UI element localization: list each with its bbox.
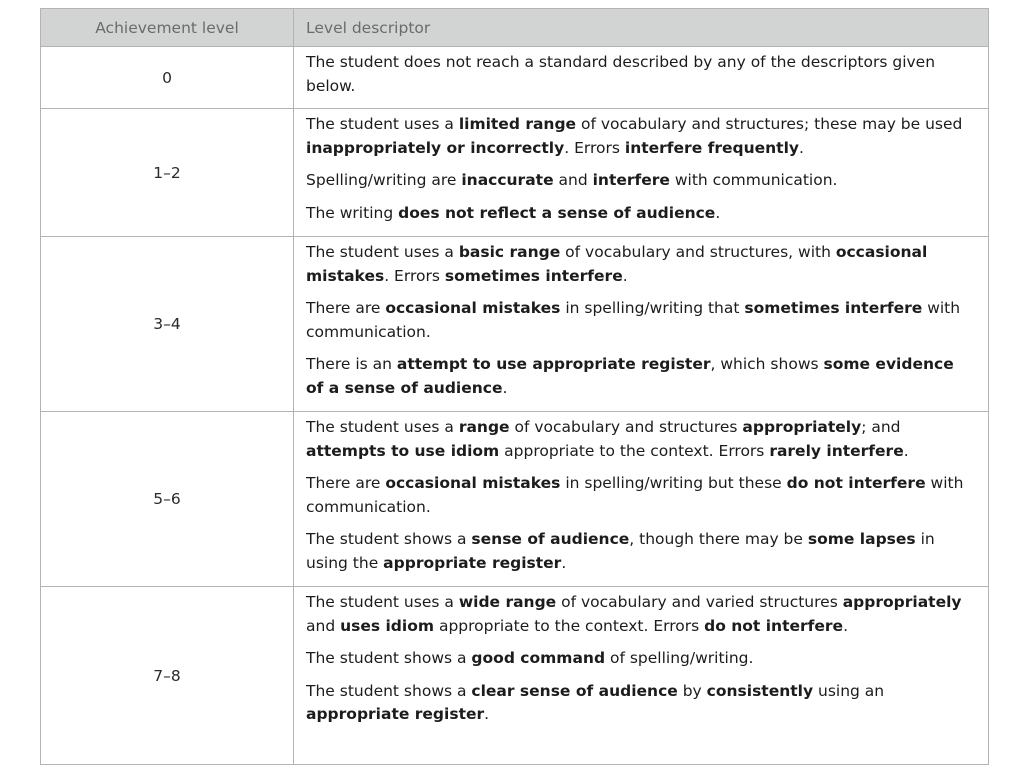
emphasis-text: inappropriately or incorrectly	[306, 138, 565, 157]
descriptor-text: The student shows a	[306, 681, 472, 700]
emphasis-text: appropriately	[842, 593, 962, 611]
emphasis-text: do not interfere	[786, 474, 926, 492]
emphasis-text: attempt to use appropriate register	[396, 355, 711, 373]
descriptor-text: with communication.	[306, 299, 961, 341]
descriptor-text: with communication.	[306, 474, 964, 516]
descriptor-text: The student uses a	[306, 115, 459, 133]
descriptor-paragraph	[306, 416, 976, 463]
descriptor-text: The student uses a	[306, 243, 459, 261]
table-header	[41, 9, 989, 47]
descriptor-text: .	[799, 138, 804, 157]
emphasis-text: appropriate register	[306, 705, 485, 723]
header-achievement-level: Achievement level	[41, 9, 294, 47]
descriptor-text: of spelling/writing.	[605, 649, 754, 667]
descriptor-text: .	[843, 616, 849, 635]
descriptor-text: There are	[306, 474, 386, 492]
table-row	[41, 47, 989, 109]
descriptor-text: There are	[306, 299, 386, 317]
descriptor-text: .	[715, 203, 721, 222]
emphasis-text: consistently	[706, 681, 814, 700]
header-row	[41, 9, 989, 47]
emphasis-text: sometimes interfere	[744, 299, 923, 317]
descriptor-text: Spelling/writing are	[306, 171, 462, 189]
table-body	[41, 47, 989, 765]
descriptor-paragraph	[306, 241, 976, 288]
descriptor-text: and	[553, 171, 593, 189]
descriptor-text: by	[677, 681, 707, 700]
descriptor-paragraph	[306, 353, 976, 400]
emphasis-text: occasional mistakes	[385, 474, 561, 492]
descriptor-text: using an	[813, 681, 885, 700]
descriptor-paragraph	[306, 113, 976, 160]
descriptor-cell	[294, 47, 989, 109]
descriptor-text: in using the	[306, 530, 935, 572]
table-row	[41, 412, 989, 587]
emphasis-text: rarely interfere	[769, 441, 904, 460]
descriptor-paragraph	[306, 680, 976, 727]
emphasis-text: occasional mistakes	[385, 299, 561, 317]
descriptor-text: The student shows a	[306, 649, 472, 667]
emphasis-text: appropriate register	[383, 553, 562, 572]
descriptor-cell	[294, 237, 989, 412]
descriptor-cell	[294, 412, 989, 587]
emphasis-text: range	[458, 418, 510, 436]
emphasis-text: interfere frequently	[624, 138, 800, 157]
emphasis-text: sense of audience	[471, 530, 630, 548]
level-cell: 0	[41, 47, 294, 109]
descriptor-paragraph	[306, 202, 976, 226]
emphasis-text: do not interfere	[704, 616, 844, 635]
emphasis-text: attempts to use idiom	[306, 441, 500, 460]
descriptor-text: .	[622, 266, 628, 285]
descriptor-cell	[294, 587, 989, 765]
level-cell: 5–6	[41, 412, 294, 587]
descriptor-text: .	[502, 378, 508, 397]
descriptor-text: The student does not reach a standard described by any of the descriptors given below.	[306, 53, 936, 95]
level-cell: 3–4	[41, 237, 294, 412]
descriptor-text: .	[561, 553, 567, 572]
descriptor-paragraph	[306, 51, 976, 98]
descriptor-text: of vocabulary and varied structures	[556, 593, 843, 611]
descriptor-text: The student shows a	[306, 530, 472, 548]
descriptor-text: in spelling/writing that	[560, 299, 745, 317]
descriptor-text: The writing	[306, 203, 399, 222]
descriptor-text: , which shows	[710, 355, 824, 373]
descriptor-text: .	[484, 705, 490, 723]
emphasis-text: basic range	[458, 243, 561, 261]
descriptor-paragraph	[306, 169, 976, 193]
emphasis-text: some lapses	[807, 530, 916, 548]
descriptor-text: . Errors	[384, 266, 445, 285]
emphasis-text: clear sense of audience	[471, 681, 678, 700]
emphasis-text: appropriately	[742, 418, 862, 436]
header-level-descriptor: Level descriptor	[294, 9, 989, 47]
table-row	[41, 587, 989, 765]
descriptor-paragraph	[306, 647, 976, 671]
descriptor-paragraph	[306, 591, 976, 638]
emphasis-text: sometimes interfere	[444, 266, 623, 285]
emphasis-text: good command	[471, 649, 606, 667]
emphasis-text: inaccurate	[461, 171, 554, 189]
descriptor-text: of vocabulary and structures, with	[560, 243, 836, 261]
descriptor-text: and	[306, 616, 341, 635]
level-cell: 1–2	[41, 109, 294, 237]
descriptor-text: . Errors	[564, 138, 625, 157]
descriptor-paragraph	[306, 472, 976, 519]
descriptor-paragraph	[306, 297, 976, 344]
descriptor-text: in spelling/writing but these	[560, 474, 787, 492]
descriptor-text: , though there may be	[629, 530, 808, 548]
descriptor-cell	[294, 109, 989, 237]
descriptor-text: ; and	[861, 418, 901, 436]
descriptor-text: There is an	[306, 355, 397, 373]
table-row	[41, 237, 989, 412]
descriptor-text: of vocabulary and structures	[509, 418, 743, 436]
descriptor-text: of vocabulary and structures; these may be used	[576, 115, 963, 133]
descriptor-text: The student uses a	[306, 593, 459, 611]
descriptor-paragraph	[306, 528, 976, 575]
emphasis-text: limited range	[458, 115, 577, 133]
emphasis-text: interfere	[592, 171, 670, 189]
emphasis-text: occasional mistakes	[306, 243, 928, 285]
descriptor-text: appropriate to the context. Errors	[434, 616, 705, 635]
assessment-rubric-table	[40, 8, 989, 765]
emphasis-text: wide range	[458, 593, 557, 611]
descriptor-text: .	[903, 441, 909, 460]
emphasis-text: uses idiom	[340, 616, 435, 635]
emphasis-text: does not reflect a sense of audience	[398, 203, 716, 222]
descriptor-text: with communication.	[669, 171, 838, 189]
level-cell: 7–8	[41, 587, 294, 765]
descriptor-text: The student uses a	[306, 418, 459, 436]
table-row	[41, 109, 989, 237]
descriptor-text: appropriate to the context. Errors	[499, 441, 770, 460]
emphasis-text: some evidence of a sense of audience	[306, 355, 954, 397]
